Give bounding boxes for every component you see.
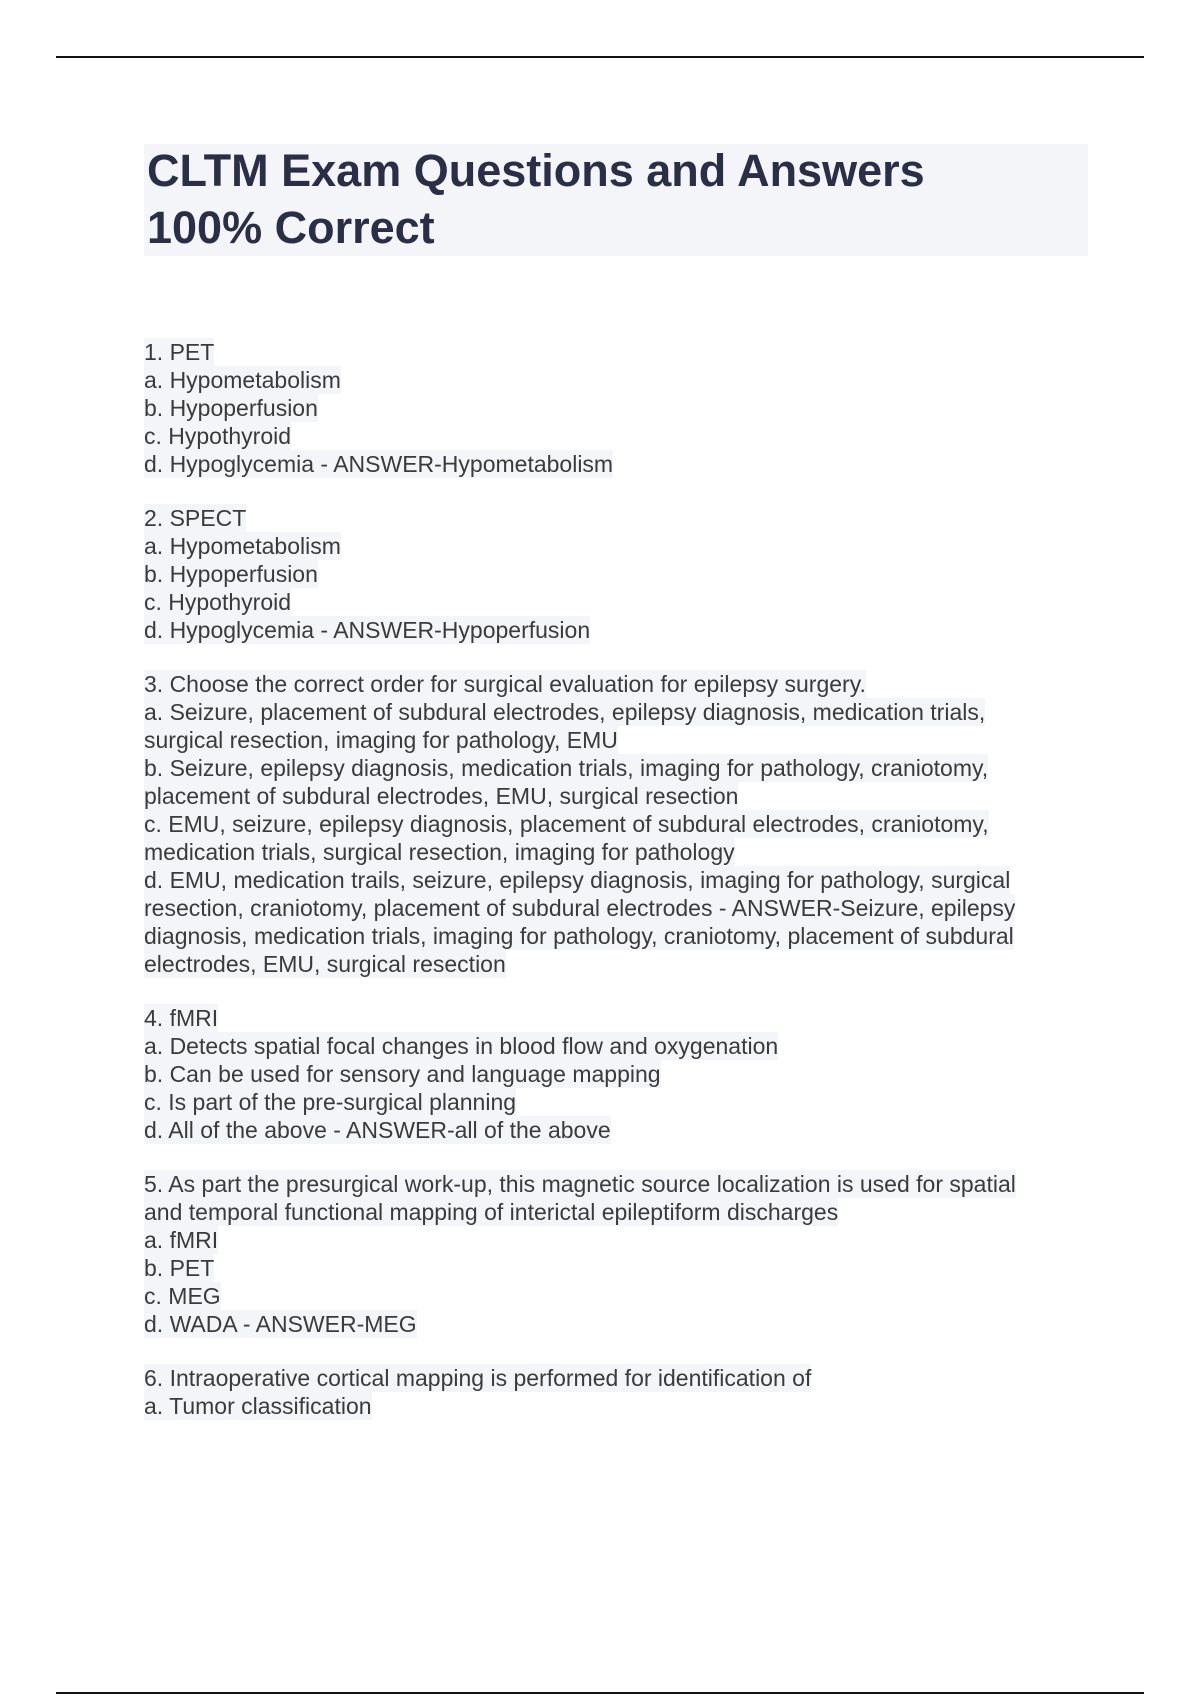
question-1-option-a: a. Hypometabolism [144, 367, 341, 393]
question-5-option-b: b. PET [144, 1255, 215, 1281]
question-3-option-a-cont: surgical resection, imaging for pathology, EMU [144, 727, 618, 753]
question-3-prompt: 3. Choose the correct order for surgical evaluation for epilepsy surgery. [144, 671, 866, 697]
question-5-option-c: c. MEG [144, 1283, 221, 1309]
question-2-option-c: c. Hypothyroid [144, 589, 292, 615]
question-3-option-c-cont: medication trials, surgical resection, imaging for pathology [144, 839, 735, 865]
question-6 [144, 1364, 1088, 1420]
question-4-prompt: 4. fMRI [144, 1005, 219, 1031]
question-5-option-d-answer: d. WADA - ANSWER-MEG [144, 1311, 417, 1337]
question-2-option-d-answer: d. Hypoglycemia - ANSWER-Hypoperfusion [144, 617, 591, 643]
question-1-option-b: b. Hypoperfusion [144, 395, 318, 421]
document-title-block [144, 144, 1088, 256]
question-3-option-a: a. Seizure, placement of subdural electrodes, epilepsy diagnosis, medication trials, [144, 699, 986, 725]
question-5-prompt: 5. As part the presurgical work-up, this magnetic source localization is used for spatial [144, 1171, 1016, 1197]
page-bottom-rule [56, 1692, 1144, 1694]
question-5-option-a: a. fMRI [144, 1227, 219, 1253]
question-3-option-b-cont: placement of subdural electrodes, EMU, surgical resection [144, 783, 739, 809]
question-3-option-d-cont: resection, craniotomy, placement of subdural electrodes - ANSWER-Seizure, epilepsy [144, 895, 1016, 921]
question-3-option-c: c. EMU, seizure, epilepsy diagnosis, placement of subdural electrodes, craniotomy, [144, 811, 989, 837]
question-4-option-b: b. Can be used for sensory and language mapping [144, 1061, 661, 1087]
question-2-option-a: a. Hypometabolism [144, 533, 341, 559]
question-3-option-b: b. Seizure, epilepsy diagnosis, medication trials, imaging for pathology, craniotomy, [144, 755, 989, 781]
question-3 [144, 670, 1088, 978]
question-1-prompt: 1. PET [144, 339, 215, 365]
question-4-option-a: a. Detects spatial focal changes in blood flow and oxygenation [144, 1033, 779, 1059]
question-4-option-c: c. Is part of the pre-surgical planning [144, 1089, 517, 1115]
question-6-option-a: a. Tumor classification [144, 1393, 372, 1419]
document-title-line-1: CLTM Exam Questions and Answers [147, 145, 925, 196]
document-title-line-2: 100% Correct [147, 202, 435, 253]
question-2-prompt: 2. SPECT [144, 505, 247, 531]
question-6-prompt: 6. Intraoperative cortical mapping is performed for identification of [144, 1365, 812, 1391]
question-5 [144, 1170, 1088, 1338]
question-3-answer-end: electrodes, EMU, surgical resection [144, 951, 506, 977]
question-5-prompt-cont: and temporal functional mapping of interictal epileptiform discharges [144, 1199, 839, 1225]
question-3-option-d: d. EMU, medication trails, seizure, epilepsy diagnosis, imaging for pathology, surgical [144, 867, 1011, 893]
question-1-option-d-answer: d. Hypoglycemia - ANSWER-Hypometabolism [144, 451, 614, 477]
question-1-option-c: c. Hypothyroid [144, 423, 292, 449]
questions-list [144, 338, 1088, 1446]
question-4-option-d-answer: d. All of the above - ANSWER-all of the above [144, 1117, 611, 1143]
question-3-answer-cont: diagnosis, medication trials, imaging for pathology, craniotomy, placement of subdural [144, 923, 1014, 949]
page-top-rule [56, 56, 1144, 58]
question-1 [144, 338, 1088, 478]
question-4 [144, 1004, 1088, 1144]
question-2-option-b: b. Hypoperfusion [144, 561, 318, 587]
question-2 [144, 504, 1088, 644]
